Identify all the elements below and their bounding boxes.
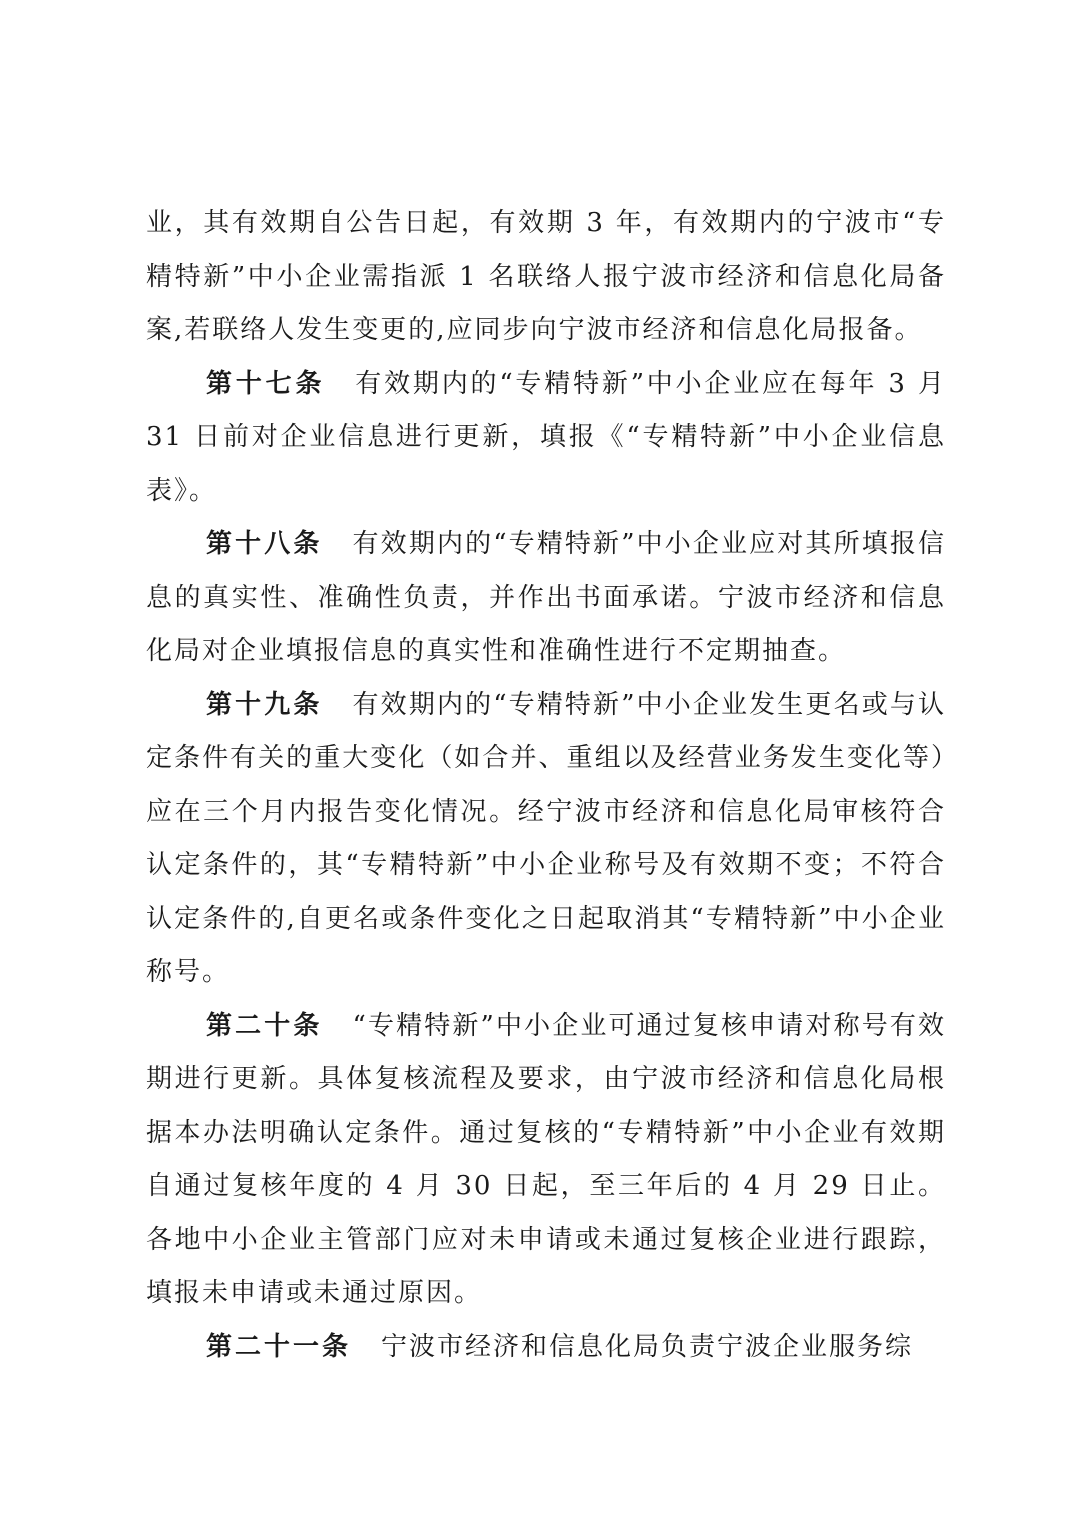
article-20 [146,1000,946,1321]
paragraph-text: 有效期内的“专精特新”中小企业应对其所填报信息的真实性、准确性负责，并作出书面承诺。宁波市经济和信息化局对企业填报信息的真实性和准确性进行不定期抽查。 [146,529,946,666]
document-body [146,197,946,1374]
paragraph-text: 业，其有效期自公告日起，有效期 3 年，有效期内的宁波市“专精特新”中小企业需指派 1 名联络人报宁波市经济和信息化局备案,若联络人发生变更的,应同步向宁波市经济和信息化局报备。 [146,208,946,345]
paragraph-text: 有效期内的“专精特新”中小企业应在每年 3 月 31 日前对企业信息进行更新，填报《“专精特新”中小企业信息表》。 [146,368,946,506]
article-number: 第二十一条 [206,1331,352,1362]
article-18 [146,518,946,679]
article-17 [146,358,946,519]
article-number: 第十八条 [206,529,323,559]
article-number: 第十七条 [206,368,326,399]
paragraph-text: 宁波市经济和信息化局负责宁波企业服务综 [381,1331,914,1362]
article-19 [146,679,946,1000]
article-21 [146,1321,946,1375]
paragraph-text: “专精特新”中小企业可通过复核申请对称号有效期进行更新。具体复核流程及要求，由宁波市经济和信息化局根据本办法明确认定条件。通过复核的“专精特新”中小企业有效期自通过复核年度的 4 月 30 日起，至三年后的 4 月 29 日止。各地中小企业主管部门应对未申请或未通过复核企业进行跟踪，填报未申请或未通过原因。 [146,1010,946,1308]
article-number: 第十九条 [206,689,323,720]
article-number: 第二十条 [206,1010,323,1041]
paragraph-text: 有效期内的“专精特新”中小企业发生更名或与认定条件有关的重大变化（如合并、重组以及经营业务发生变化等）应在三个月内报告变化情况。经宁波市经济和信息化局审核符合认定条件的，其“专精特新”中小企业称号及有效期不变；不符合认定条件的,自更名或条件变化之日起取消其“专精特新”中小企业称号。 [146,689,946,987]
paragraph-continuation [146,197,946,358]
